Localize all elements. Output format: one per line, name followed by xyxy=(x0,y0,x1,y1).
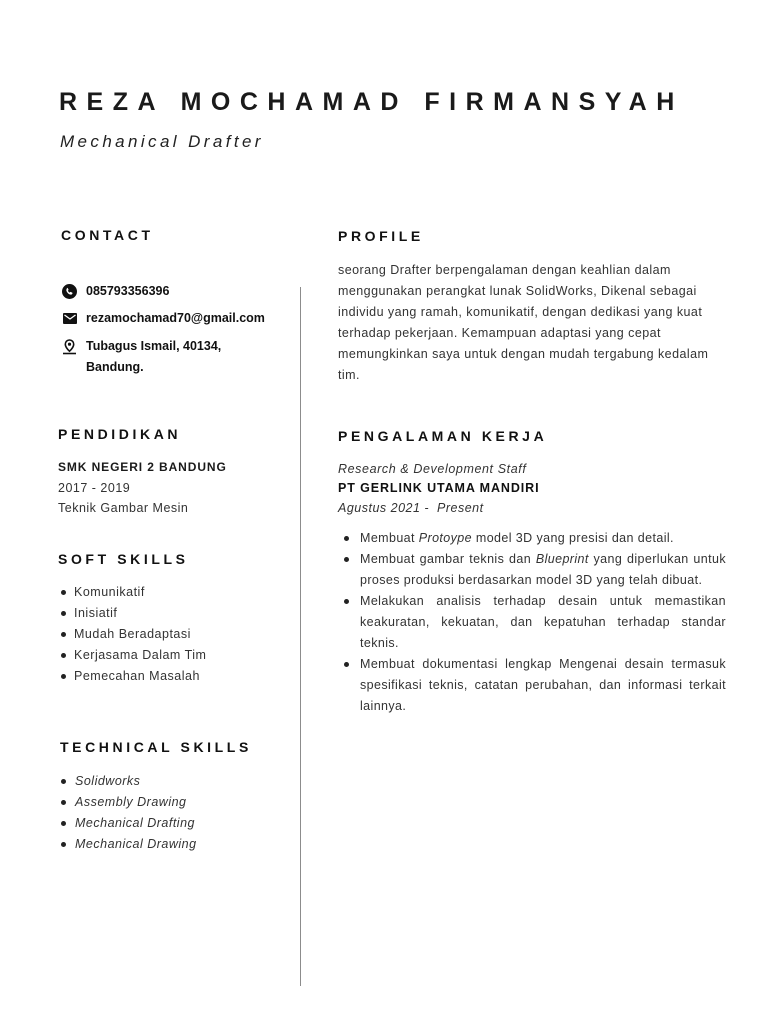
phone-text: 085793356396 xyxy=(86,284,170,298)
contact-address xyxy=(61,338,221,378)
job-title: Research & Development Staff xyxy=(338,462,527,476)
technical-skills-list xyxy=(60,771,197,855)
list-item: Membuat gambar teknis dan Blueprint yang diperlukan untuk proses produksi berdasarkan model 3D yang telah dibuat. xyxy=(338,549,726,591)
contact-heading: CONTACT xyxy=(61,227,154,243)
soft-skills-heading: SOFT SKILLS xyxy=(58,551,189,567)
profile-text: seorang Drafter berpengalaman dengan keahlian dalam menggunakan perangkat lunak SolidWorks, Dikenal sebagai individu yang ramah, komunikatif, dengan dedikasi yang kuat terhadap pekerjaan. Kemampuan adaptasi yang cepat memungkinkan saya untuk dengan mudah tergabung kedalam tim. xyxy=(338,263,709,382)
list-item: Membuat Protoype model 3D yang presisi dan detail. xyxy=(338,528,726,549)
list-item: Komunikatif xyxy=(60,582,206,603)
column-divider xyxy=(300,287,301,986)
phone-icon xyxy=(61,283,78,300)
job-duties-list xyxy=(338,528,726,717)
contact-phone xyxy=(61,283,169,302)
education-heading: PENDIDIKAN xyxy=(58,426,182,442)
profile-heading: PROFILE xyxy=(338,228,424,244)
mail-icon xyxy=(61,310,78,327)
list-item: Pemecahan Masalah xyxy=(60,666,206,687)
list-item: Membuat dokumentasi lengkap Mengenai desain termasuk spesifikasi teknis, catatan perubahan, dan informasi terkait lainnya. xyxy=(338,654,726,717)
address-text xyxy=(86,336,221,378)
address-line-1: Tubagus Ismail, 40134, xyxy=(86,339,222,353)
list-item: Kerjasama Dalam Tim xyxy=(60,645,206,666)
education-major: Teknik Gambar Mesin xyxy=(58,501,189,515)
technical-skills-heading: TECHNICAL SKILLS xyxy=(60,739,252,755)
list-item: Assembly Drawing xyxy=(60,792,197,813)
list-item: Mechanical Drawing xyxy=(60,834,197,855)
resume-role: Mechanical Drafter xyxy=(60,132,264,151)
job-period: Agustus 2021 - Present xyxy=(338,501,484,515)
soft-skills-list xyxy=(60,582,206,687)
resume-name: REZA MOCHAMAD FIRMANSYAH xyxy=(59,88,684,116)
address-line-2: Bandung. xyxy=(86,360,144,374)
list-item: Solidworks xyxy=(60,771,197,792)
education-years: 2017 - 2019 xyxy=(58,481,131,495)
location-pin-icon xyxy=(61,338,78,355)
list-item: Mechanical Drafting xyxy=(60,813,197,834)
contact-email xyxy=(61,310,265,329)
experience-heading: PENGALAMAN KERJA xyxy=(338,428,548,444)
job-company: PT GERLINK UTAMA MANDIRI xyxy=(338,481,540,495)
list-item: Inisiatif xyxy=(60,603,206,624)
education-school: SMK NEGERI 2 BANDUNG xyxy=(58,460,227,474)
email-text: rezamochamad70@gmail.com xyxy=(86,311,265,325)
list-item: Mudah Beradaptasi xyxy=(60,624,206,645)
list-item: Melakukan analisis terhadap desain untuk memastikan keakuratan, kekuatan, dan kepatuhan terhadap standar teknis. xyxy=(338,591,726,654)
